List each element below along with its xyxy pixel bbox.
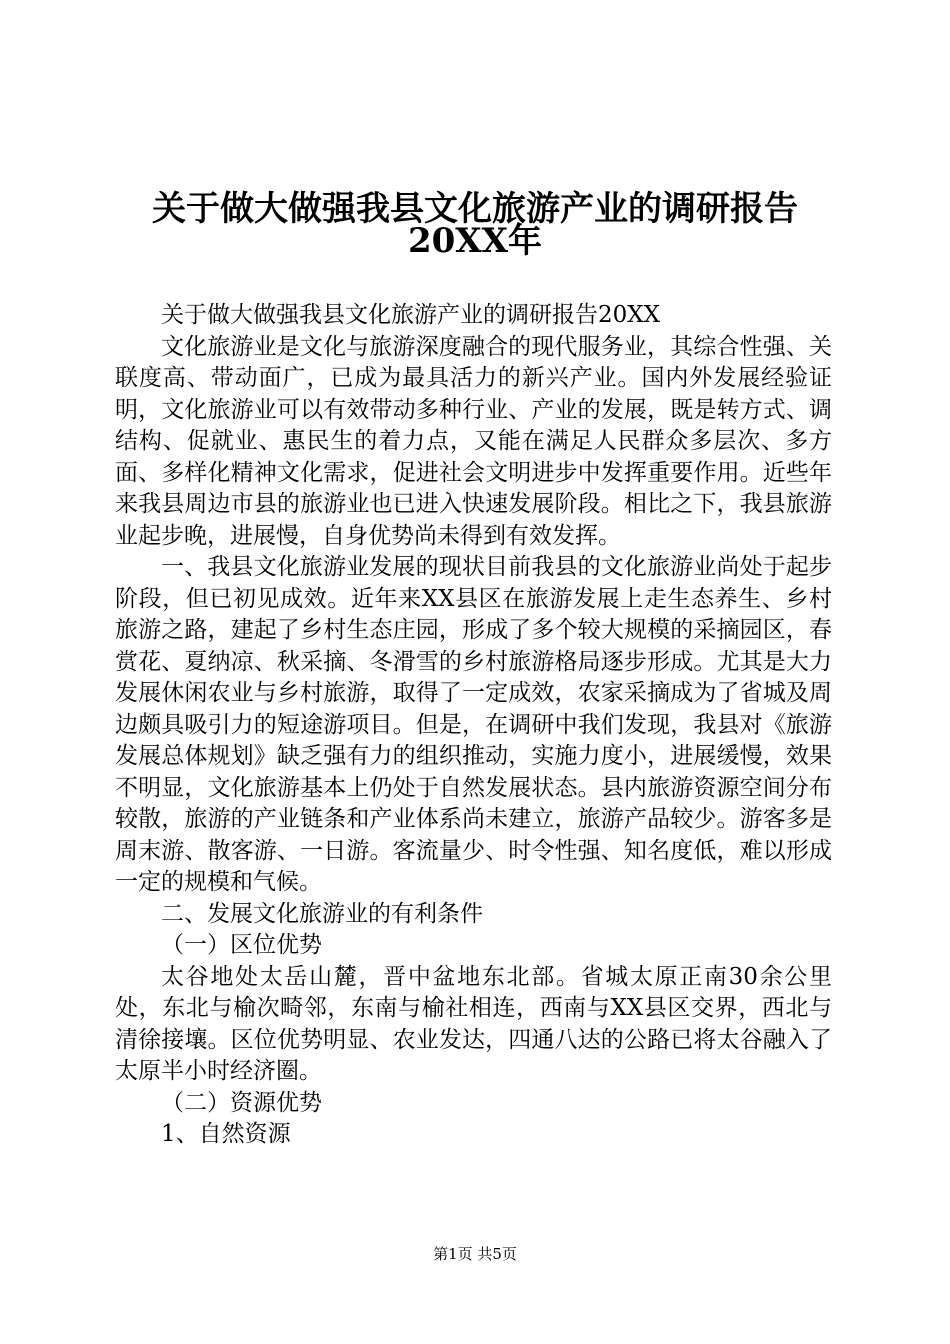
document-title-year: 20XX年	[407, 221, 543, 261]
paragraph-intro: 文化旅游业是文化与旅游深度融合的现代服务业，其综合性强、关联度高、带动面广，已成为最具活力的新兴产业。国内外发展经验证明，文化旅游业可以有效带动多种行业、产业的发展，既是转方式、调结构、促就业、惠民生的着力点，又能在满足人民群众多层次、多方面、多样化精神文化需求，促进社会文明进步中发挥重要作用。近些年来我县周边市县的旅游业也已进入快速发展阶段。相比之下，我县旅游业起步晚，进展慢，自身优势尚未得到有效发挥。	[115, 333, 832, 549]
paragraph-heading: 关于做大做强我县文化旅游产业的调研报告20XX	[161, 302, 661, 328]
document-title: 关于做大做强我县文化旅游产业的调研报告	[152, 189, 798, 229]
section-heading-conditions: 二、发展文化旅游业的有利条件	[161, 900, 483, 927]
subsection-heading-resources: （二）资源优势	[161, 1089, 322, 1116]
document-body	[115, 300, 832, 1151]
paragraph-status: 一、我县文化旅游业发展的现状目前我县的文化旅游业尚处于起步阶段，但已初见成效。近年来XX县区在旅游发展上走生态养生、乡村旅游之路，建起了乡村生态庄园，形成了多个较大规模的采摘园区，春赏花、夏纳凉、秋采摘、冬滑雪的乡村旅游格局逐步形成。尤其是大力发展休闲农业与乡村旅游，取得了一定成效，农家采摘成为了省城及周边颇具吸引力的短途游项目。但是，在调研中我们发现，我县对《旅游发展总体规划》缺乏强有力的组织推动，实施力度小，进展缓慢，效果不明显，文化旅游基本上仍处于自然发展状态。县内旅游资源空间分布较散，旅游的产业链条和产业体系尚未建立，旅游产品较少。游客多是周末游、散客游、一日游。客流量少、时令性强、知名度低，难以形成一定的规模和气候。	[115, 554, 832, 895]
subsection-heading-natural: 1、自然资源	[161, 1121, 291, 1147]
page-footer: 第1页 共5页	[433, 1245, 517, 1263]
paragraph-location: 太谷地处太岳山麓，晋中盆地东北部。省城太原正南30余公里处，东北与榆次畸邻，东南与榆社相连，西南与XX县区交界，西北与清徐接壤。区位优势明显、农业发达，四通八达的公路已将太谷融入了太原半小时经济圈。	[115, 963, 832, 1084]
subsection-heading-location: （一）区位优势	[161, 932, 322, 958]
